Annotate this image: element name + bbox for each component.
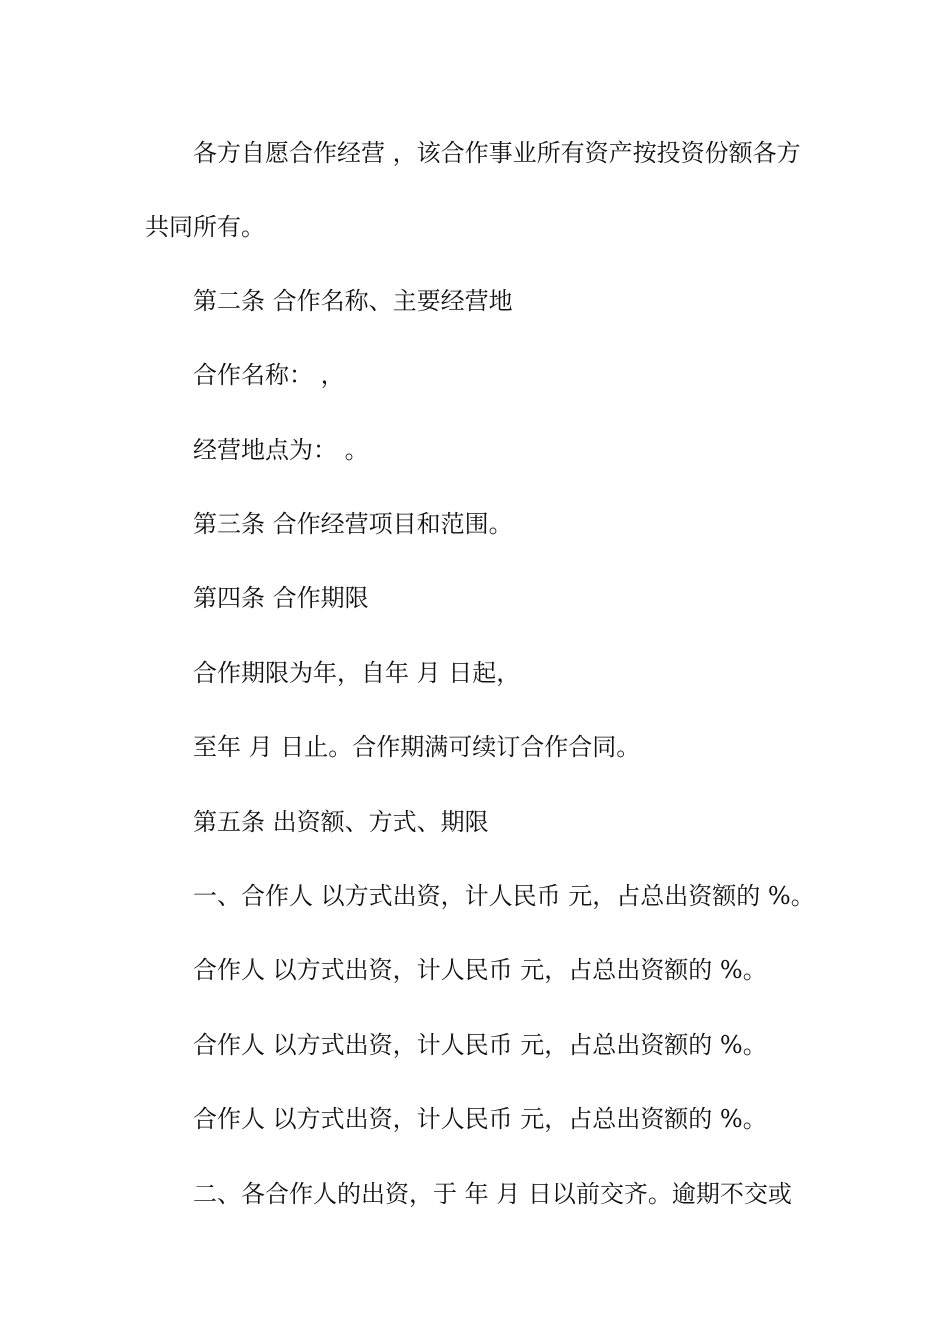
article-3-heading: 第三条 合作经营项目和范围。 (193, 510, 513, 538)
term-end-line: 至年 月 日止。合作期满可续订合作合同。 (193, 733, 641, 761)
article-5-heading: 第五条 出资额、方式、期限 (193, 808, 489, 836)
contribution-line-2: 合作人 以方式出资，计人民币 元，占总出资额的 %。 (193, 956, 767, 984)
term-start-line: 合作期限为年，自年 月 日起， (193, 659, 521, 687)
contribution-line-3: 合作人 以方式出资，计人民币 元，占总出资额的 %。 (193, 1031, 767, 1059)
article-4-heading: 第四条 合作期限 (193, 584, 369, 612)
contribution-deadline-line: 二、各合作人的出资，于 年 月 日以前交齐。逾期不交或 (193, 1180, 792, 1208)
contribution-line-4: 合作人 以方式出资，计人民币 元，占总出资额的 %。 (193, 1105, 767, 1133)
business-location-line: 经营地点为： 。 (193, 436, 369, 464)
paragraph-line-2: 共同所有。 (145, 213, 265, 241)
article-2-heading: 第二条 合作名称、主要经营地 (193, 287, 513, 315)
paragraph-line-1: 各方自愿合作经营 ，该合作事业所有资产按投资份额各方 (193, 139, 801, 167)
partnership-name-line: 合作名称： ， (193, 361, 345, 389)
contribution-line-1: 一、合作人 以方式出资，计人民币 元，占总出资额的 %。 (193, 882, 815, 910)
